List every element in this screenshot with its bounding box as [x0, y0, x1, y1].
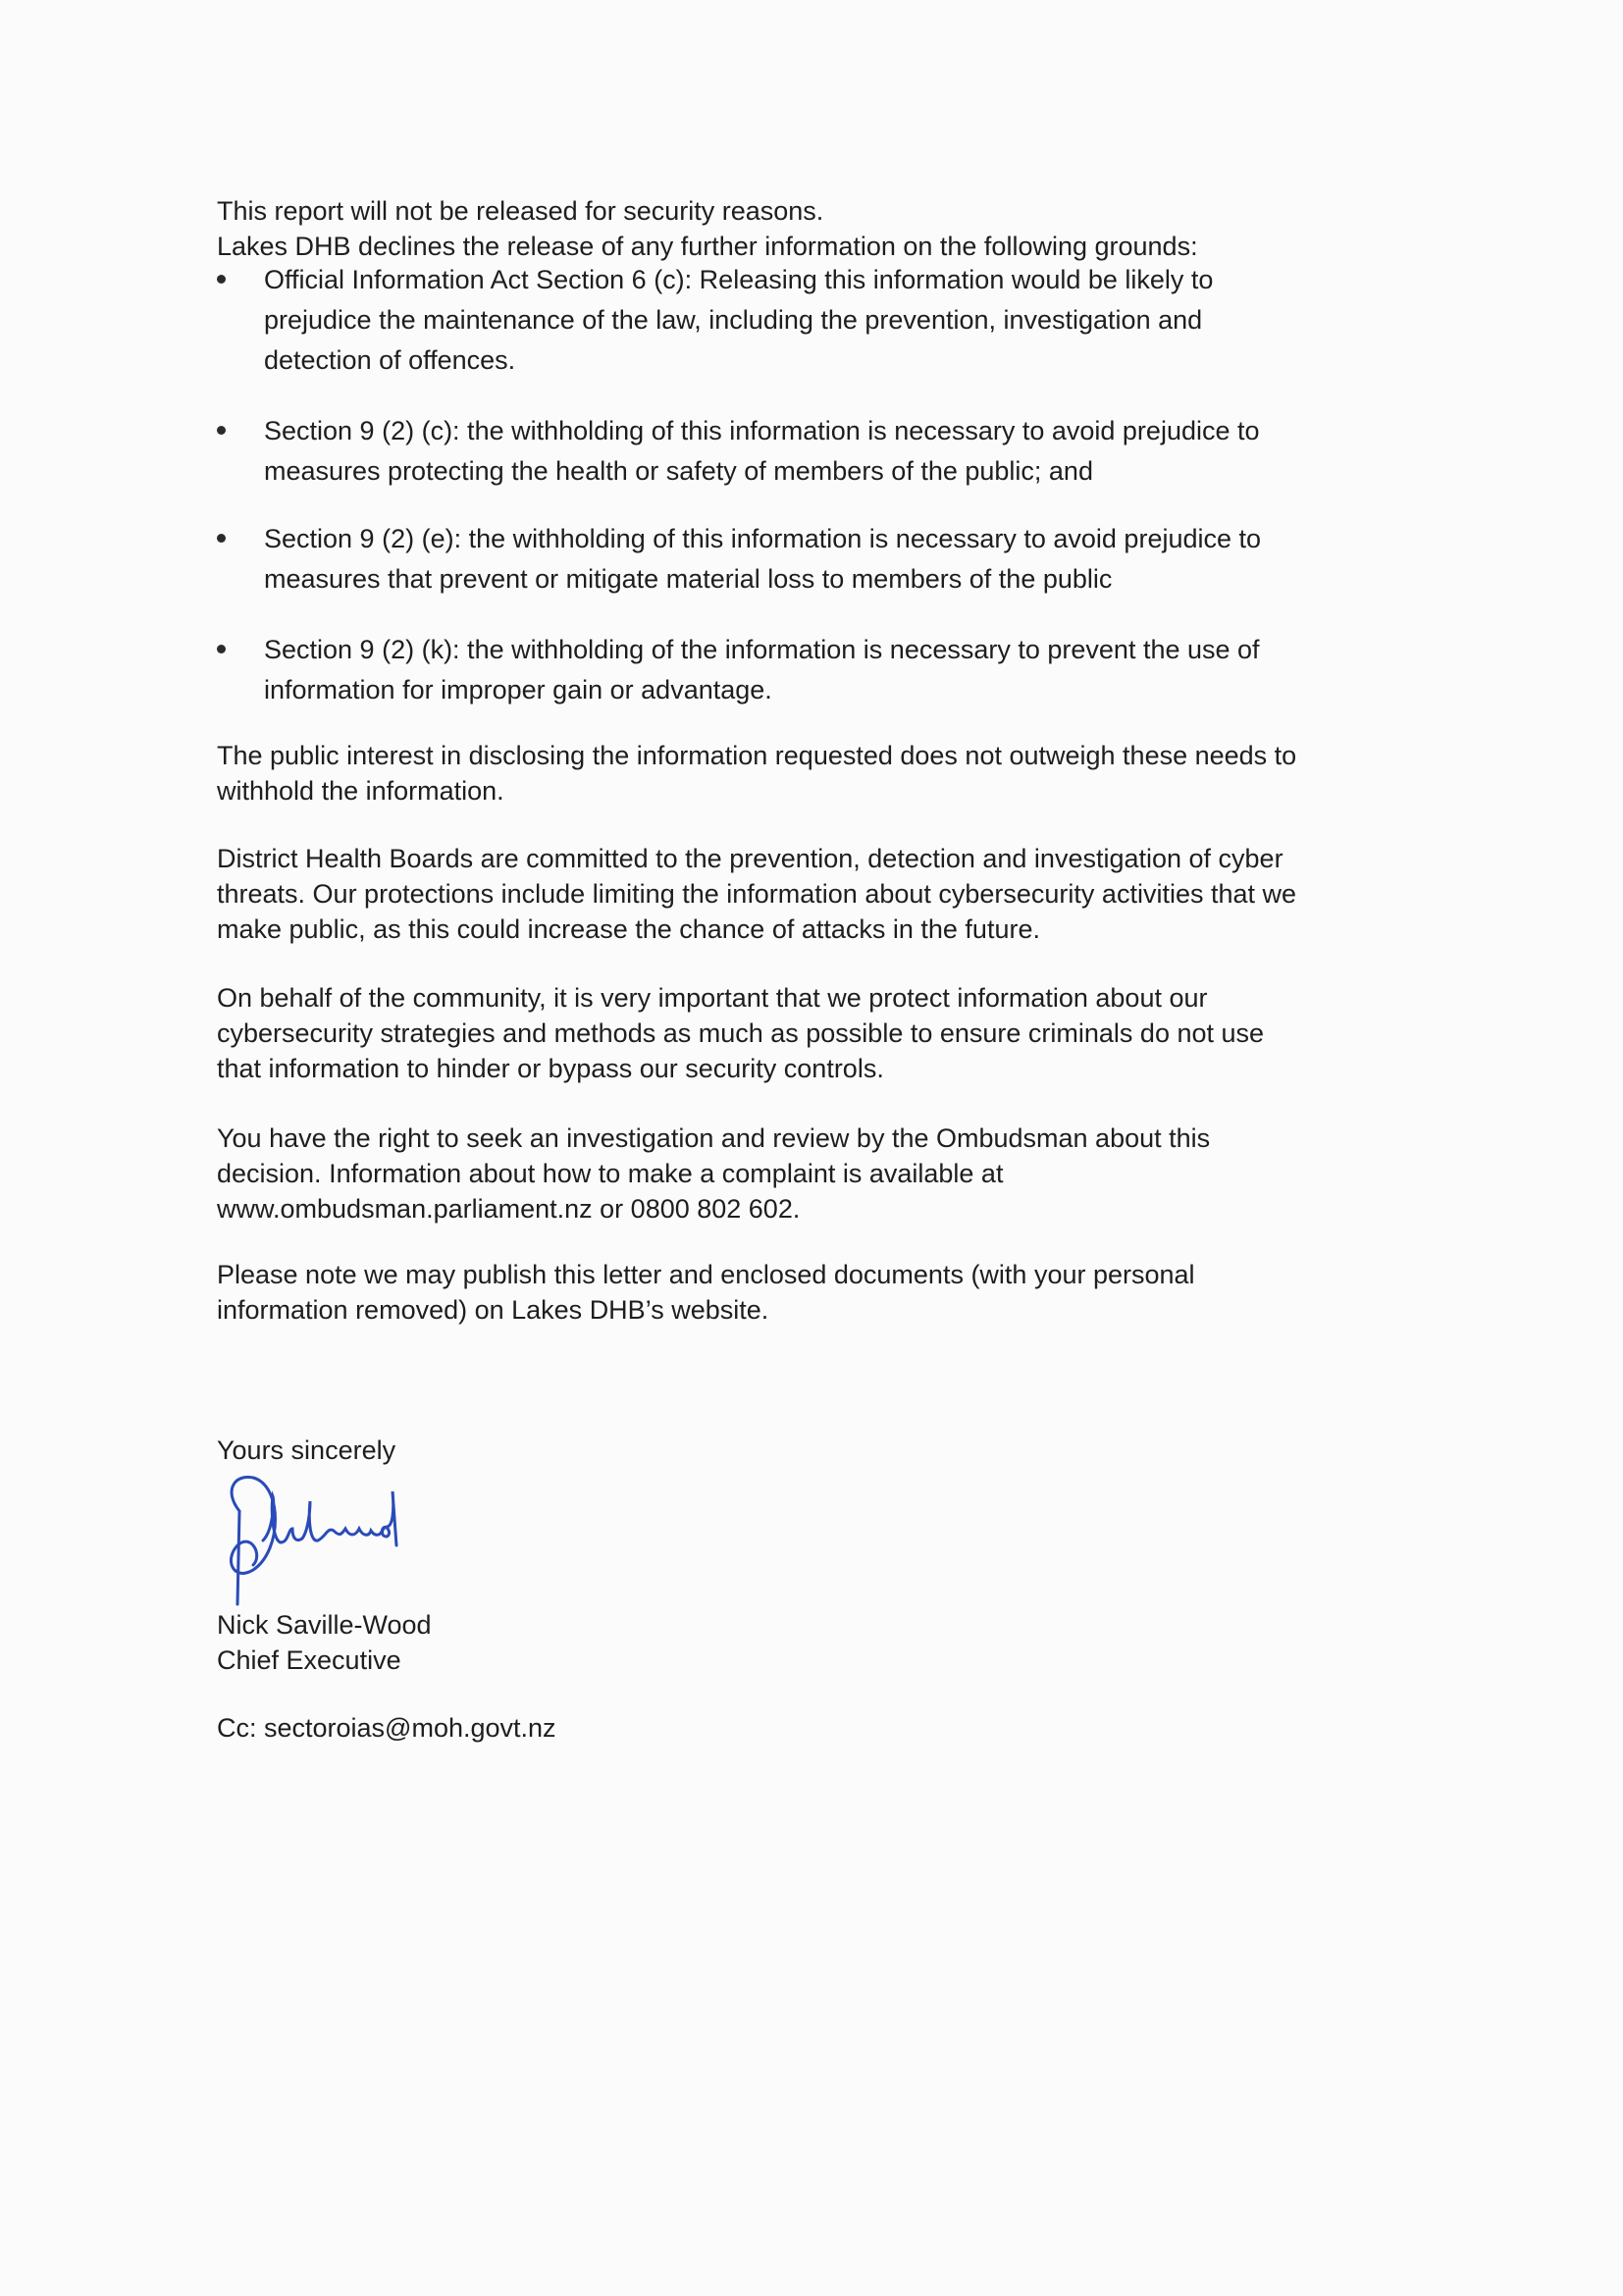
intro-line: This report will not be released for security reasons.	[217, 196, 824, 226]
bullet-icon	[217, 534, 226, 543]
bullet-line: detection of offences.	[264, 345, 516, 375]
line: that information to hinder or bypass our security controls.	[217, 1054, 884, 1083]
line: The public interest in disclosing the information requested does not outweigh these needs to	[217, 741, 1297, 770]
line: You have the right to seek an investigation and review by the Ombudsman about this	[217, 1123, 1211, 1153]
intro-line: Lakes DHB declines the release of any further information on the following grounds:	[217, 232, 1198, 261]
bullet-line: Section 9 (2) (k): the withholding of the information is necessary to prevent the use of	[264, 635, 1260, 664]
cc-text: Cc: sectoroias@moh.govt.nz	[217, 1713, 556, 1743]
bullet-line: measures that prevent or mitigate material loss to members of the public	[264, 564, 1113, 594]
intro	[217, 193, 1492, 264]
community-paragraph	[217, 980, 1492, 1086]
cyber-threats-paragraph	[217, 841, 1492, 947]
signature-image	[224, 1472, 518, 1609]
line: On behalf of the community, it is very important that we protect information about our	[217, 983, 1208, 1013]
bullet-icon	[217, 645, 226, 653]
line: make public, as this could increase the chance of attacks in the future.	[217, 914, 1040, 944]
bullet-line: Official Information Act Section 6 (c): Releasing this information would be likely to	[264, 265, 1214, 294]
bullet-line: Section 9 (2) (c): the withholding of this information is necessary to avoid prejudice to	[264, 416, 1260, 445]
line: District Health Boards are committed to the prevention, detection and investigation of cyber	[217, 844, 1283, 873]
bullet-line: Section 9 (2) (e): the withholding of this information is necessary to avoid prejudice to	[264, 524, 1262, 553]
closing-text: Yours sincerely	[217, 1435, 396, 1465]
bullet-line: information for improper gain or advantage.	[264, 675, 772, 704]
cc-line	[217, 1710, 1492, 1746]
line: cybersecurity strategies and methods as much as possible to ensure criminals do not use	[217, 1018, 1265, 1048]
signatory-title: Chief Executive	[217, 1645, 401, 1675]
line: information removed) on Lakes DHB’s website.	[217, 1295, 769, 1325]
line: decision. Information about how to make a complaint is available at	[217, 1159, 1004, 1188]
bullet-line: prejudice the maintenance of the law, including the prevention, investigation and	[264, 305, 1203, 335]
line: www.ombudsman.parliament.nz or 0800 802 602.	[217, 1194, 801, 1224]
closing	[217, 1433, 1492, 1468]
line: Please note we may publish this letter and enclosed documents (with your personal	[217, 1260, 1195, 1289]
bullet-line: measures protecting the health or safety of members of the public; and	[264, 456, 1093, 486]
bullet-icon	[217, 275, 226, 284]
signatory-name: Nick Saville-Wood	[217, 1610, 432, 1640]
signatory	[217, 1607, 1492, 1678]
public-interest-paragraph	[217, 738, 1492, 809]
bullet-icon	[217, 426, 226, 435]
line: threats. Our protections include limiting the information about cybersecurity activities that we	[217, 879, 1297, 909]
ombudsman-paragraph	[217, 1121, 1492, 1226]
line: withhold the information.	[217, 776, 504, 806]
publish-notice-paragraph	[217, 1257, 1492, 1328]
